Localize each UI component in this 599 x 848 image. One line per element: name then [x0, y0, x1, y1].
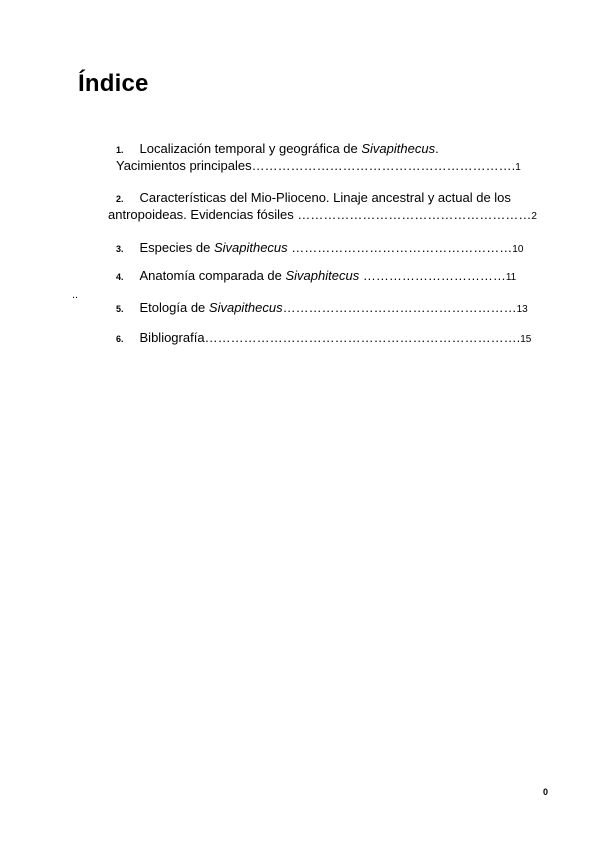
toc-entry-6	[116, 329, 531, 348]
leader-dots: …………………………………………………….	[251, 158, 516, 173]
entry-number: 4.	[116, 272, 124, 282]
page-ref: 11	[505, 272, 517, 283]
leader-dots: ……………………………………………	[287, 240, 513, 255]
entry-number: 6.	[116, 334, 124, 344]
entry-title: Etología de	[139, 300, 209, 315]
entry-title-italic: Sivaphitecus	[285, 268, 360, 283]
entry-title-italic: Sivapithecus	[361, 141, 436, 156]
entry-title: Bibliografía	[139, 330, 205, 345]
entry-number: 2.	[116, 194, 124, 204]
index-heading: Índice	[78, 70, 149, 97]
leader-dots: ………………………………………………	[282, 300, 517, 315]
entry-title: Anatomía comparada de	[139, 268, 286, 283]
entry-title: Yacimientos principales	[116, 158, 252, 173]
page-number: 0	[543, 787, 549, 797]
page-ref: 2	[531, 211, 537, 222]
entry-number: 1.	[116, 145, 124, 155]
page-ref: 15	[520, 334, 532, 345]
stray-mark: ..	[72, 289, 79, 301]
entry-title-italic: Sivapithecus	[208, 300, 283, 315]
toc-entry-4	[116, 267, 516, 286]
entry-number: 5.	[116, 304, 124, 314]
leader-dots: ……………………………	[359, 268, 506, 283]
leader-dots: ………………………………………………	[297, 207, 532, 222]
entry-title-italic: Sivapithecus	[213, 240, 288, 255]
entry-title-punct: .	[435, 141, 439, 156]
page-ref: 10	[512, 244, 524, 255]
page-ref: 13	[516, 304, 528, 315]
toc-entry-2-continuation	[108, 206, 537, 225]
entry-number: 3.	[116, 244, 124, 254]
entry-title: Localización temporal y geográfica de	[139, 141, 362, 156]
leader-dots: ……………………………………………………………….	[204, 330, 521, 345]
toc-entry-1-continuation	[116, 157, 521, 176]
toc-entry-5	[116, 299, 528, 318]
toc-entry-3	[116, 239, 523, 258]
entry-title: antropoideas. Evidencias fósiles	[108, 207, 298, 222]
entry-title: Características del Mio-Plioceno. Linaje ancestral y actual de los	[139, 190, 511, 205]
entry-title: Especies de	[139, 240, 214, 255]
page-ref: 1	[515, 162, 521, 173]
